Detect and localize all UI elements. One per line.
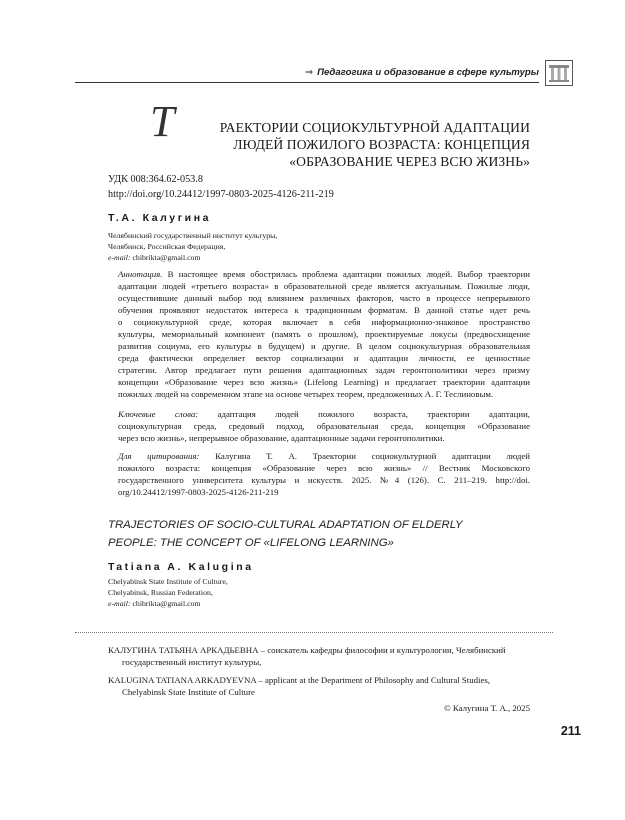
copyright: © Калугина Т. А., 2025 [444,703,530,713]
bio-line: KALUGINA TATIANA ARKADYEVNA – applicant at the Department of Philosophy and Cultural Studies, [108,675,490,685]
abstract-line: пожилых людей на современном этапе на основе четырех теорем, предложенных А. Г. Теслиновым. [118,389,494,399]
email-ru [108,252,201,263]
abstract-line: Аннотация. В настоящее время обострилась проблема адаптации пожилых людей. Выбор траектории [118,269,530,279]
email-en [108,598,201,609]
author-name-en: Tatiana A. Kalugina [108,561,254,573]
keywords-ru [118,408,530,444]
title-en-line-1: TRAJECTORIES OF SOCIO-CULTURAL ADAPTATION OF ELDERLY [108,519,463,531]
bio-ru [108,644,530,668]
footnote-divider [75,632,553,633]
city-en: Chelyabinsk, Russian Federation, [108,588,213,597]
title-line-1: РАЕКТОРИИ СОЦИОКУЛЬТУРНОЙ АДАПТАЦИИ [219,120,530,135]
citation-line: Для цитирования: Калугина Т. А. Траектории социокультурной адаптации людей [118,451,530,461]
citation-ru [118,450,530,498]
title-line-2: ЛЮДЕЙ ПОЖИЛОГО ВОЗРАСТА: КОНЦЕПЦИЯ [233,137,530,152]
bio-line: КАЛУГИНА ТАТЬЯНА АРКАДЬЕВНА – соискатель кафедры философии и культурологии, Челябинский [108,645,506,655]
page-number: 211 [560,724,581,738]
author-name-ru: Т.А. Калугина [108,212,212,224]
abstract-ru [118,268,530,400]
bio-line: Chelyabinsk State Institute of Culture [122,687,255,697]
keywords-line: через всю жизнь», непрерывное образование, адаптационные задачи геронтополитики. [118,433,445,443]
city-ru: Челябинск, Российская Федерация, [108,242,226,251]
journal-logo-icon [545,60,573,86]
bio-en [108,674,530,698]
email-label: e-mail: [108,253,131,262]
bio-line: государственный институт культуры, [122,657,262,667]
running-header [75,62,539,83]
abstract-line: о социокультурной среде, которая включает в себя информационно-знаковое пространство [118,317,530,327]
title-en-line-2: PEOPLE: THE CONCEPT OF «LIFELONG LEARNING» [108,537,394,549]
doi-link[interactable]: http://doi.org/10.24412/1997-0803-2025-4126-211-219 [108,189,334,200]
abstract-line: адаптации людей «третьего возраста» в образовательной среде является актуальным. Пожилые люди, [118,281,530,291]
udc-code: УДК 008:364.62-053.8 [108,174,203,185]
email-address[interactable]: chibrikta@gmail.com [132,599,201,608]
email-address[interactable]: chibrikta@gmail.com [132,253,201,262]
title-drop-cap: Т [150,97,167,146]
abstract-line: развития социума, его культуры в будущем) и другие. В целом социокультурная образовательная [118,341,530,351]
arrow-icon: ⇒ [305,66,314,78]
abstract-label: Аннотация. [118,269,163,279]
keywords-line: Ключевые слова: адаптация людей пожилого возраста, траектории адаптации, [118,409,530,419]
abstract-line: стратегии. Автор предлагает пути решения адаптационных задач геронтополитики через призму [118,365,530,375]
keywords-label: Ключевые слова: [118,409,199,419]
title-line-3: «ОБРАЗОВАНИЕ ЧЕРЕЗ ВСЮ ЖИЗНЬ» [289,154,530,169]
section-title: Педагогика и образование в сфере культуры [317,66,539,78]
citation-label: Для цитирования: [118,451,200,461]
abstract-line: обучения проявляют недостаток интереса к традиционным форматам. В данной статье идет речь [118,305,530,315]
abstract-line: среда фактически определяет вектор социализации и адаптации личности, ее ценностные [118,353,530,363]
abstract-line: осуществившие данный выбор под влиянием различных факторов, часто в процессе непрерывного [118,293,530,303]
abstract-line: культуры, мемориальный компонент (память о прошлом), проектируемые локусы (предвосхищение [118,329,530,339]
citation-line: пожилого возраста: концепция «Образование через всю жизнь» // Вестник Московского [118,463,530,473]
email-label: e-mail: [108,599,131,608]
citation-line: государственного университета культуры и искусств. 2025. №4 (126). С. 211–219. http://doi. [118,475,530,485]
keywords-line: социокультурная среда, средовый подход, образовательная среда, концепция «Образование [118,421,530,431]
affiliation-ru: Челябинский государственный институт культуры, [108,231,278,240]
abstract-line: концепции «Образование через всю жизнь» (Lifelong Learning) и предлагает траектории адаптации [118,377,530,387]
affiliation-en: Chelyabinsk State Institute of Culture, [108,577,228,586]
citation-line: org/10.24412/1997-0803-2025-4126-211-219 [118,487,279,497]
